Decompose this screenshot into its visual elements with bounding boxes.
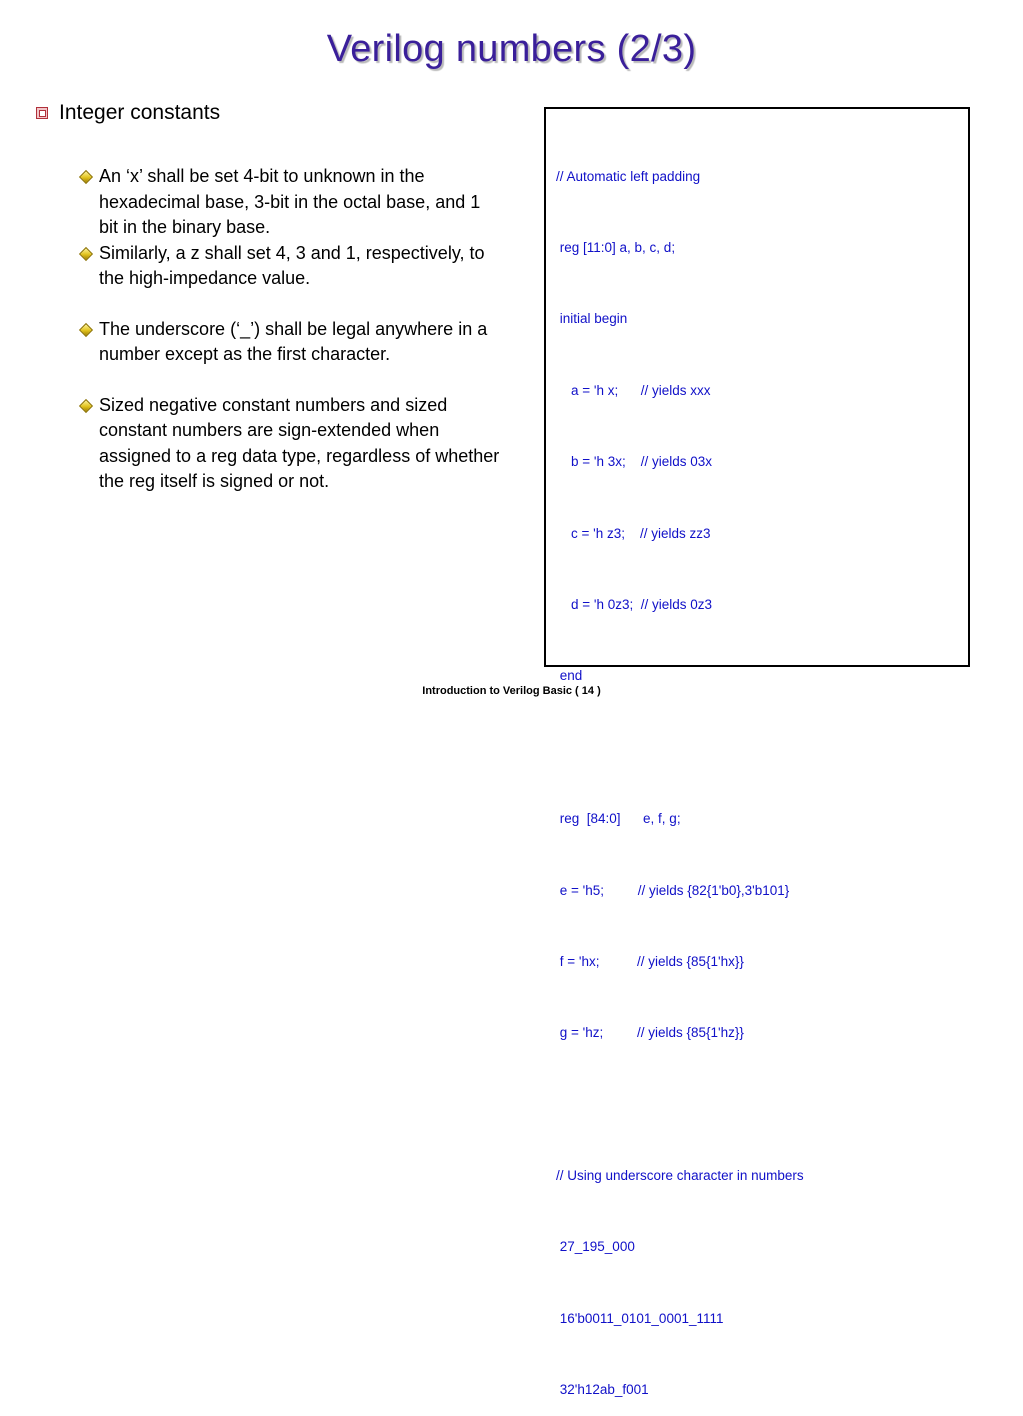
diamond-bullet-icon [79, 322, 93, 336]
bullet-item [80, 317, 500, 368]
code-line: reg [11:0] a, b, c, d; [556, 239, 676, 255]
code-line: c = 'h z3; // yields zz3 [556, 525, 711, 541]
code-line: b = 'h 3x; // yields 03x [556, 454, 713, 470]
code-box [544, 107, 970, 1398]
bullet-list [80, 164, 500, 495]
square-bullet-icon [36, 107, 48, 119]
diamond-bullet-icon [79, 246, 93, 260]
section-heading [36, 101, 220, 125]
code-line [556, 1093, 804, 1117]
code-line: d = 'h 0z3; // yields 0z3 [556, 596, 713, 612]
code-line: 16'b0011_0101_0001_1111 [556, 1310, 724, 1326]
bullet-item [80, 241, 500, 292]
bullet-item [80, 164, 500, 241]
code-line: initial begin [556, 311, 628, 327]
bullet-text: Similarly, a z shall set 4, 3 and 1, respectively, to the high-impedance value. [99, 242, 485, 288]
code-line: 32'h12ab_f001 [556, 1382, 649, 1398]
code-line: g = 'hz; // yields {85{1'hz}} [556, 1025, 744, 1041]
code-line: end [556, 668, 583, 684]
bullet-item [80, 393, 500, 495]
slide-footer: Introduction to Verilog Basic ( 14 ) [422, 685, 601, 697]
diamond-bullet-icon [79, 170, 93, 184]
code-line: // Automatic left padding [556, 168, 701, 184]
bullet-text: An ‘x’ shall be set 4-bit to unknown in the hexadecimal base, 3-bit in the octal base, and 1 bit in the binary base. [99, 166, 481, 237]
code-block [556, 117, 804, 1416]
code-line: f = 'hx; // yields {85{1'hx}} [556, 953, 744, 969]
code-line: // Using underscore character in numbers [556, 1168, 804, 1184]
bullet-text: The underscore (‘_’) shall be legal anywhere in a number except as the first character. [99, 318, 488, 364]
code-line: e = 'h5; // yields {82{1'b0},3'b101} [556, 882, 790, 898]
diamond-bullet-icon [79, 398, 93, 412]
code-line: reg [84:0] e, f, g; [556, 811, 681, 827]
slide-title: Verilog numbers (2/3) [326, 28, 697, 70]
bullet-text: Sized negative constant numbers and sized constant numbers are sign-extended when assigned to a reg data type, regardless of whether the reg itself is signed or not. [99, 394, 500, 491]
code-line [556, 736, 804, 760]
section-heading-text: Integer constants [59, 101, 221, 124]
code-line: a = 'h x; // yields xxx [556, 382, 711, 398]
code-line: 27_195_000 [556, 1239, 635, 1255]
